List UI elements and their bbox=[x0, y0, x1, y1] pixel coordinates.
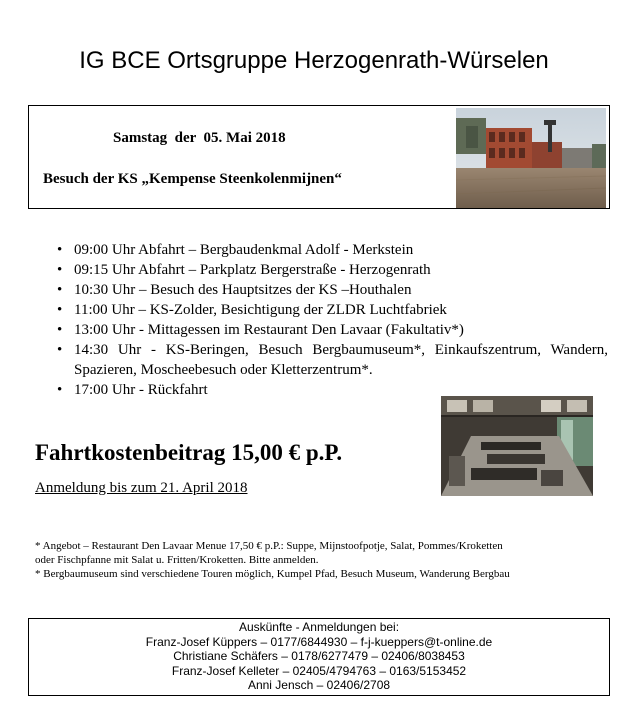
schedule-item: • 13:00 Uhr - Mittagessen im Restaurant Den Lavaar (Fakultativ*) bbox=[48, 320, 608, 340]
footnote-line: * Angebot – Restaurant Den Lavaar Menue 17,50 € p.P.: Suppe, Mijnstoofpotje, Salat, Pommes/Kroketten bbox=[35, 540, 503, 552]
contact-line: Anni Jensch – 02406/2708 bbox=[247, 678, 391, 692]
event-box bbox=[28, 105, 610, 209]
schedule-item: • 17:00 Uhr - Rückfahrt bbox=[48, 380, 608, 400]
contact-line: Christiane Schäfers – 0178/6277479 – 02406/8038453 bbox=[173, 649, 465, 663]
travel-cost: Fahrtkostenbeitrag 15,00 € p.P. bbox=[35, 440, 343, 465]
schedule-item: • 14:30 Uhr - KS-Beringen, Besuch Bergbaumuseum*, Einkaufszentrum, Wandern, Spazieren, Moscheebesuch oder Kletterzentrum*. bbox=[48, 340, 608, 380]
event-date: Samstag der 05. Mai 2018 bbox=[113, 130, 286, 146]
schedule-list bbox=[48, 240, 608, 400]
schedule-item: • 09:00 Uhr Abfahrt – Bergbaudenkmal Adolf - Merkstein bbox=[48, 240, 608, 260]
schedule-item: • 10:30 Uhr – Besuch des Hauptsitzes der KS –Houthalen bbox=[48, 280, 608, 300]
page-title: IG BCE Ortsgruppe Herzogenrath-Würselen bbox=[79, 47, 549, 74]
registration-deadline: Anmeldung bis zum 21. April 2018 bbox=[35, 480, 248, 496]
footnotes bbox=[35, 539, 605, 581]
museum-hall-photo bbox=[441, 396, 593, 496]
contact-box bbox=[28, 618, 610, 696]
footnote-line: oder Fischpfanne mit Salat u. Fritten/Kroketten. Bitte anmelden. bbox=[35, 554, 319, 566]
schedule-item: • 09:15 Uhr Abfahrt – Parkplatz Bergerstraße - Herzogenrath bbox=[48, 260, 608, 280]
mine-building-photo bbox=[456, 108, 606, 208]
schedule-item: • 11:00 Uhr – KS-Zolder, Besichtigung der ZLDR Luchtfabriek bbox=[48, 300, 608, 320]
contact-line: Franz-Josef Kelleter – 02405/4794763 – 0163/5153452 bbox=[171, 663, 467, 678]
footnote-line: * Bergbaumuseum sind verschiedene Touren möglich, Kumpel Pfad, Besuch Museum, Wanderung Bergbau bbox=[35, 568, 510, 580]
contact-heading: Auskünfte - Anmeldungen bei: bbox=[238, 620, 400, 634]
contact-line: Franz-Josef Küppers – 0177/6844930 – f-j-kueppers@t-online.de bbox=[145, 634, 493, 649]
event-visit: Besuch der KS „Kempense Steenkolenmijnen“ bbox=[43, 171, 342, 187]
